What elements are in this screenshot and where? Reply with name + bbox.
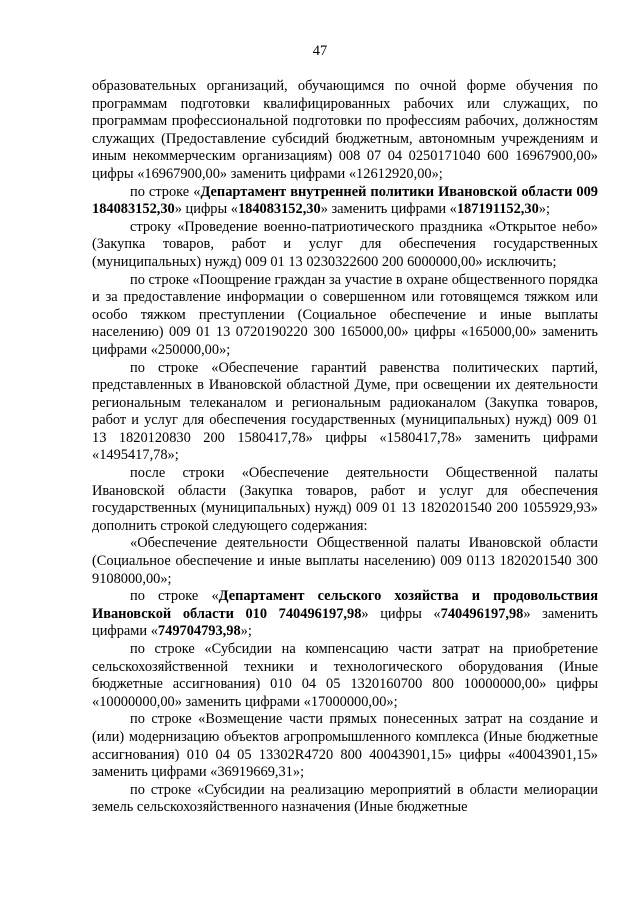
text-run: »; — [538, 201, 550, 218]
bold-text: 749704793,98 — [157, 623, 241, 640]
bold-text: 187191152,30 — [456, 201, 539, 218]
text-run: » заменить цифрами « — [92, 605, 598, 640]
bold-text: Департамент сельского хозяйства и продовольствия Ивановской области 010 740496197,98 — [92, 588, 598, 622]
text-run: образовательных организаций, обучающимся по очной форме обучения по программам подготовки квалифицированных рабочих или служащих, по программам профессиональной подготовки по профессиям рабочих, должностям служащих (Предоставление субсидий бюджетным, автономным учреждениям и иным некоммерческим организациям) 008 07 04 0250171040 600 16967900,00» цифры «16967900,00» заменить цифрами «12612920,00»; — [92, 78, 598, 182]
paragraph — [92, 272, 598, 360]
text-run: по строке «Обеспечение гарантий равенства политических партий, представленных в Ивановской областной Думе, при освещении их деятельности региональным телеканалом и региональным радиоканалом (Закупка товаров, работ и услуг для обеспечения государственных (муниципальных) нужд) 009 01 13 1820120830 200 1580417,78» цифры «1580417,78» заменить цифрами «1495417,78»; — [92, 359, 598, 464]
text-run: по строке «Поощрение граждан за участие в охране общественного порядка и за предоставление информации о совершенном или готовящемся тяжком или особо тяжком преступлении (Социальное обеспечение и иные выплаты населению) 009 01 13 0720190220 300 165000,00» цифры «165000,00» заменить цифрами «250000,00»; — [92, 271, 598, 358]
paragraph — [92, 219, 598, 272]
text-run: по строке « — [130, 588, 219, 605]
paragraph — [92, 184, 598, 219]
paragraph — [92, 78, 598, 184]
text-run: по строке «Субсидии на реализацию мероприятий в области мелиорации земель сельскохозяйственного назначения (Иные бюджетные — [92, 781, 598, 816]
paragraph — [92, 711, 598, 781]
text-run: строку «Проведение военно-патриотического праздника «Открытое небо» (Закупка товаров, работ и услуг для обеспечения государственных (муниципальных) нужд) 009 01 13 0230322600 200 6000000,00» исключить; — [92, 218, 598, 270]
paragraph — [92, 782, 598, 817]
paragraph — [92, 360, 598, 466]
text-run: » цифры « — [361, 605, 441, 622]
text-run: по строке «Возмещение части прямых понесенных затрат на создание и (или) модернизацию объектов агропромышленного комплекса (Иные бюджетные ассигнования) 010 04 05 13302R4720 800 40043901,15» цифры «40043901,15» заменить цифрами «36919669,31»; — [92, 711, 598, 781]
page-number: 47 — [312, 43, 328, 59]
text-run: » цифры « — [174, 201, 238, 218]
document-body — [92, 78, 598, 817]
paragraph — [92, 465, 598, 535]
text-run: «Обеспечение деятельности Общественной палаты Ивановской области (Социальное обеспечение и иные выплаты населению) 009 0113 1820201540 300 9108000,00»; — [92, 535, 598, 587]
text-run: по строке « — [130, 183, 201, 200]
text-run: после строки «Обеспечение деятельности Общественной палаты Ивановской области (Закупка товаров, работ и услуг для обеспечения государственных (муниципальных) нужд) 009 01 13 1820201540 200 1055929,93» дополнить строкой следующего содержания: — [92, 465, 598, 534]
paragraph — [92, 641, 598, 711]
bold-text: 740496197,98 — [440, 605, 524, 622]
text-run: »; — [240, 623, 252, 640]
bold-text: 184083152,30 — [237, 201, 321, 218]
bold-text: Департамент внутренней политики Ивановской области 009 184083152,30 — [92, 183, 598, 218]
paragraph — [92, 588, 598, 641]
paragraph — [92, 535, 598, 588]
text-run: по строке «Субсидии на компенсацию части затрат на приобретение сельскохозяйственной техники и технологического оборудования (Иные бюджетные ассигнования) 010 04 05 1320160700 800 10000000,00» цифры «10000000,00» заменить цифрами «17000000,00»; — [92, 641, 598, 710]
text-run: » заменить цифрами « — [320, 201, 457, 218]
